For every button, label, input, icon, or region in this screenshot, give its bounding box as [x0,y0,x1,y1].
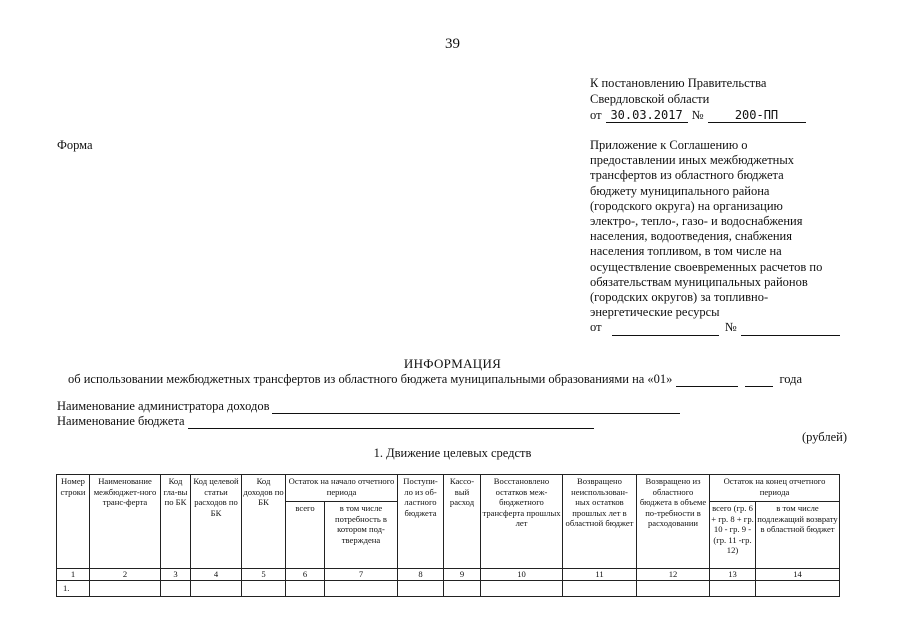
appendix-number-prefix: № [724,320,737,335]
column-number: 1 [57,569,90,581]
header-start-total: всего [286,502,325,569]
column-number: 10 [481,569,563,581]
document-subtitle [68,372,802,387]
column-numbers-row [57,569,840,581]
budget-label: Наименование бюджета [57,414,185,428]
header-restored: Восстановлено остатков меж-бюджетного трансферта прошлых лет [481,475,563,569]
admin-field-row [57,399,680,414]
header-cash-expense: Кассо-вый расход [444,475,481,569]
decree-number-field: 200-ПП [708,109,806,123]
column-number: 2 [90,569,161,581]
table-cell[interactable] [756,581,840,597]
appendix-line: энергетические ресурсы [590,305,720,320]
admin-label: Наименование администратора доходов [57,399,270,413]
appendix-line: населения топливом, в том числе на [590,244,782,259]
budget-input[interactable] [188,416,594,429]
page-number: 39 [445,36,460,52]
table-cell[interactable] [637,581,710,597]
decree-date-row [590,107,840,123]
appendix-line: осуществление своевременных расчетов по [590,259,823,274]
section-title: 1. Движение целевых средств [373,446,532,460]
decree-reference [590,75,840,123]
header-row-number: Номер строки [57,475,90,569]
header-income-code: Код доходов по БК [242,475,286,569]
subtitle-text: об использовании межбюджетных трансфертов из областного бюджета муниципальными образованиями на «01» [68,372,673,386]
column-number: 11 [563,569,637,581]
budget-field-row [57,414,594,429]
decree-number-prefix: № [691,108,704,122]
appendix-text [590,138,840,320]
subtitle-year-field[interactable] [745,374,773,387]
subtitle-month-field[interactable] [676,374,738,387]
header-start-confirmed: в том числе потребность в котором под-тверждена [325,502,398,569]
appendix-number-field[interactable] [741,323,840,336]
appendix-date-prefix: от [590,320,602,335]
table-cell[interactable] [242,581,286,597]
header-target-article-code: Код целевой статьи расходов по БК [191,475,242,569]
appendix-line: электро-, тепло-, газо- и водоснабжения [590,214,803,229]
column-number: 13 [710,569,756,581]
table-cell[interactable] [710,581,756,597]
column-number: 7 [325,569,398,581]
appendix-date-field[interactable] [612,323,719,336]
subtitle-year-word: года [779,372,803,386]
table-cell[interactable] [481,581,563,597]
table-cell[interactable] [563,581,637,597]
header-balance-start: Остаток на начало отчетного периода [286,475,398,502]
header-end-to-return: в том числе подлежащий возврату в областной бюджет [756,502,840,569]
decree-date-prefix: от [590,108,602,122]
admin-input[interactable] [272,401,680,414]
column-number: 4 [191,569,242,581]
header-chapter-code: Код гла-вы по БК [161,475,191,569]
appendix-line: населения, водоотведения, снабжения [590,229,792,244]
header-transfer-name: Наименование межбюджет-ного транс-ферта [90,475,161,569]
column-number: 3 [161,569,191,581]
appendix-line: бюджету муниципального района [590,183,770,198]
appendix-line: предоставлении иных межбюджетных [590,153,794,168]
decree-line-2: Свердловской области [590,92,710,106]
header-end-total: всего (гр. 6 + гр. 8 + гр. 10 - гр. 9 - (гр. 11 -гр. 12) [710,502,756,569]
column-number: 9 [444,569,481,581]
header-received: Поступи-ло из об-ластного бюджета [398,475,444,569]
form-label: Форма [57,138,93,152]
header-returned-from-budget: Возвращено из областного бюджета в объеме по-требности в расходовании [637,475,710,569]
table-row [57,581,840,597]
appendix-line: (городского округа) на организацию [590,198,783,213]
table-cell[interactable] [398,581,444,597]
column-number: 12 [637,569,710,581]
row-number-cell: 1. [57,581,90,597]
column-number: 8 [398,569,444,581]
appendix-reference [590,138,840,336]
column-number: 14 [756,569,840,581]
currency-note: (рублей) [801,430,847,444]
table-cell[interactable] [325,581,398,597]
target-funds-table [56,474,840,597]
table-cell[interactable] [444,581,481,597]
document-title: ИНФОРМАЦИЯ [403,356,502,371]
column-number: 6 [286,569,325,581]
table-cell[interactable] [191,581,242,597]
appendix-line: (городских округов) за топливно- [590,290,769,305]
table-cell[interactable] [161,581,191,597]
table-cell[interactable] [90,581,161,597]
appendix-line: Приложение к Соглашению о [590,138,748,152]
header-returned-unused: Возвращено неиспользован-ных остатков прошлых лет в областной бюджет [563,475,637,569]
table-cell[interactable] [286,581,325,597]
decree-line-1: К постановлению Правительства [590,76,767,90]
appendix-line: трансфертов из областного бюджета [590,168,784,183]
header-balance-end: Остаток на конец отчетного периода [710,475,840,502]
appendix-date-row [590,320,840,335]
appendix-line: обязательствам муниципальных районов [590,274,808,289]
column-number: 5 [242,569,286,581]
decree-date-field: 30.03.2017 [606,109,688,123]
